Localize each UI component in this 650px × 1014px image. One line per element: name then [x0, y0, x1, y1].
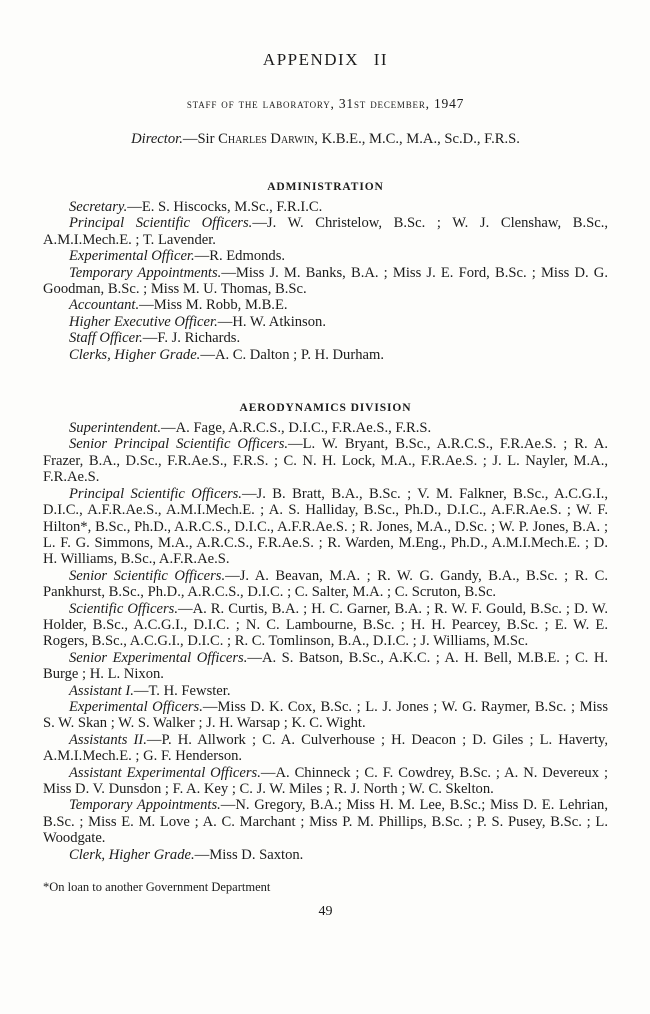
staff-entry	[43, 797, 608, 846]
entry-role-label: Staff Officer.	[69, 330, 143, 347]
director-line	[43, 131, 608, 148]
staff-entry	[43, 420, 608, 436]
entry-role-label: Temporary Appointments.	[69, 797, 221, 814]
director-name: Charles Darwin	[218, 131, 315, 147]
section-aerodynamics-division	[43, 402, 608, 863]
entry-role-label: Higher Executive Officer.	[69, 313, 218, 330]
entry-names: —Miss M. Robb, M.B.E.	[139, 297, 288, 314]
staff-entry	[43, 486, 608, 568]
entry-role-label: Clerk, Higher Grade.	[69, 846, 195, 863]
entry-role-label: Secretary.	[69, 199, 128, 215]
entry-names: —J. A. Beavan, M.A. ; R. W. G. Gandy, B.A., B.Sc. ; R. C. Pankhurst, B.Sc., Ph.D., A.R.C.S., D.I.C. ; C. Salter, M.A. ; C. Scruton, B.Sc.	[43, 567, 608, 601]
staff-entry	[43, 568, 608, 601]
entry-names: —A. Chinneck ; C. F. Cowdrey, B.Sc. ; A. N. Devereux ; Miss D. V. Dunsdon ; F. A. Key ; C. J. W. Miles ; R. J. North ; W. C. Skelton.	[43, 764, 609, 797]
director-honorific: —Sir	[182, 131, 219, 147]
entry-role-label: Assistant Experimental Officers.	[69, 764, 261, 781]
entry-names: —A. S. Batson, B.Sc., A.K.C. ; A. H. Bell, M.B.E. ; C. H. Burge ; H. L. Nixon.	[43, 649, 609, 683]
director-role-label: Director.	[131, 131, 183, 147]
staff-entry	[43, 436, 608, 485]
staff-entry	[43, 297, 608, 313]
entry-names: —E. S. Hiscocks, M.Sc., F.R.I.C.	[127, 199, 323, 215]
entry-role-label: Senior Principal Scientific Officers.	[69, 436, 289, 453]
staff-entry	[43, 765, 608, 798]
staff-entry	[43, 265, 608, 298]
entry-role-label: Scientific Officers.	[69, 600, 178, 617]
entry-names: —J. B. Bratt, B.A., B.Sc. ; V. M. Falkner, B.Sc., A.C.G.I., D.I.C., A.F.R.Ae.S., A.M.I.Mech.E. ; A. S. Halliday, B.Sc., Ph.D., D.I.C., A.F.R.Ae.S. ; W. F. Hilton*, B.Sc., Ph.D., A.R.C.S., D.I.C., A.F.R.Ae.S. ; R. Jones, M.A., D.Sc. ; W. P. Jones, B.A. ; L. F. G. Simmons, M.A., A.R.C.S., F.R.Ae.S. ; R. Warden, M.Eng., Ph.D., A.M.I.Mech.E. ; D. H. Williams, B.Sc., A.F.R.Ae.S.	[43, 485, 608, 568]
staff-entry	[43, 215, 608, 248]
entry-role-label: Senior Experimental Officers.	[69, 649, 248, 666]
entry-role-label: Clerks, Higher Grade.	[69, 346, 201, 363]
entry-role-label: Accountant.	[69, 297, 140, 314]
entry-names: —Miss D. K. Cox, B.Sc. ; L. J. Jones ; W. G. Raymer, B.Sc. ; Miss S. W. Skan ; W. S. Walker ; J. H. Warsap ; K. C. Wight.	[43, 698, 609, 732]
staff-entry	[43, 699, 608, 732]
entry-names: —R. Edmonds.	[194, 248, 286, 265]
entry-role-label: Assistant I.	[69, 682, 134, 699]
entry-names: —F. J. Richards.	[142, 330, 241, 347]
entry-names: —J. W. Christelow, B.Sc. ; W. J. Clenshaw, B.Sc., A.M.I.Mech.E. ; T. Lavender.	[43, 215, 609, 248]
staff-entry	[43, 650, 608, 683]
entry-names: —Miss J. M. Banks, B.A. ; Miss J. E. Ford, B.Sc. ; Miss D. G. Goodman, B.Sc. ; Miss M. U. Thomas, B.Sc.	[43, 264, 608, 298]
director-honours: , K.B.E., M.C., M.A., Sc.D., F.R.S.	[314, 131, 520, 147]
footnote: *On loan to another Government Department	[43, 880, 271, 895]
staff-entry	[43, 330, 608, 346]
entry-role-label: Experimental Officer.	[69, 248, 195, 265]
entry-names: —N. Gregory, B.A.; Miss H. M. Lee, B.Sc.; Miss D. E. Lehrian, B.Sc. ; Miss E. M. Love ; A. C. Marchant ; Miss P. M. Phillips, B.Sc. ; P. S. Pusey, B.Sc. ; L. Woodgate.	[43, 797, 608, 847]
staff-entry	[43, 732, 608, 765]
page-title: APPENDIX II	[262, 50, 389, 69]
entry-names: —P. H. Allwork ; C. A. Culverhouse ; H. Deacon ; D. Giles ; L. Haverty, A.M.I.Mech.E. ; G. F. Henderson.	[43, 731, 608, 765]
staff-entry	[43, 601, 608, 650]
entry-role-label: Senior Scientific Officers.	[69, 567, 226, 584]
entry-role-label: Principal Scientific Officers.	[69, 215, 253, 232]
page-subtitle: staff of the laboratory, 31st december, 1947	[186, 96, 465, 111]
staff-entry	[43, 683, 608, 699]
entry-names: —Miss D. Saxton.	[194, 846, 304, 863]
section-administration	[43, 181, 608, 363]
entry-role-label: Temporary Appointments.	[69, 264, 222, 281]
staff-entry	[43, 314, 608, 330]
staff-entry	[43, 347, 608, 363]
entry-names: —A. C. Dalton ; P. H. Durham.	[200, 346, 384, 363]
entry-names: —T. H. Fewster.	[133, 682, 231, 699]
entry-names: —A. R. Curtis, B.A. ; H. C. Garner, B.A. ; R. W. F. Gould, B.Sc. ; D. W. Holder, B.Sc., A.C.G.I., D.I.C. ; N. C. Lambourne, B.Sc. ; H. H. Pearcey, B.Sc. ; E. W. E. Rogers, B.Sc., A.C.G.I., D.I.C. ; R. C. Tomlinson, B.A., D.I.C. ; J. Williams, M.Sc.	[43, 600, 608, 650]
entry-role-label: Superintendent.	[69, 420, 162, 437]
entry-role-label: Assistants II.	[69, 731, 147, 748]
entry-role-label: Principal Scientific Officers.	[69, 485, 242, 502]
entry-names: —H. W. Atkinson.	[217, 313, 326, 330]
staff-entry	[43, 847, 608, 863]
entry-names: —A. Fage, A.R.C.S., D.I.C., F.R.Ae.S., F.R.S.	[161, 420, 432, 437]
staff-entry	[43, 199, 608, 215]
section-heading-administration: ADMINISTRATION	[267, 181, 384, 193]
section-heading-aerodynamics: AERODYNAMICS DIVISION	[239, 402, 412, 415]
page-number: 49	[318, 904, 333, 920]
entry-role-label: Experimental Officers.	[69, 698, 203, 715]
entry-names: —L. W. Bryant, B.Sc., A.R.C.S., F.R.Ae.S. ; R. A. Frazer, B.A., D.Sc., F.R.Ae.S., F.R.S. ; C. N. H. Lock, M.A., F.R.Ae.S. ; J. L. Nayler, M.A., F.R.Ae.S.	[43, 436, 608, 486]
staff-entry	[43, 248, 608, 264]
